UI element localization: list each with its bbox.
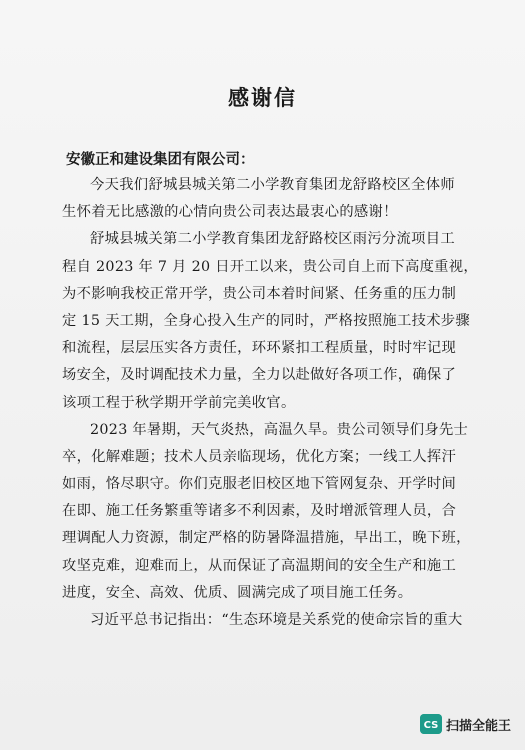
body-line: 习近平总书记指出：“生态环境是关系党的使命宗旨的重大: [90, 612, 463, 628]
body-line: 攻坚克难，迎难而上，从而保证了高温期间的安全生产和施工: [62, 557, 457, 574]
body-line: 进度，安全、高效、优质、圆满完成了项目施工任务。: [62, 584, 413, 601]
body-line: 和流程，层层压实各方责任，环环紧扣工程质量，时时牢记现: [62, 340, 457, 357]
body-line: 舒城县城关第二小学教育集团龙舒路校区雨污分流项目工: [90, 231, 455, 248]
body-line: 在即、施工任务繁重等诸多不利因素，及时增派管理人员，合: [62, 503, 457, 520]
watermark-text: 扫描全能王: [445, 718, 511, 734]
camscanner-watermark: [420, 712, 511, 736]
body-line: 如雨，恪尽职守。你们克服老旧校区地下管网复杂、开学时间: [62, 476, 457, 493]
body-line: 场安全，及时调配技术力量，全力以赴做好各项工作，确保了: [62, 367, 457, 384]
body-line: 2023 年暑期，天气炎热，高温久旱。贵公司领导们身先士: [90, 421, 469, 438]
letter-title: 感谢信: [228, 86, 297, 110]
body-line: 该项工程于秋学期开学前完美收官。: [62, 394, 296, 411]
body-line: 理调配人力资源，制定严格的防暑降温措施，早出工，晚下班，: [62, 530, 471, 547]
letter-salutation: 安徽正和建设集团有限公司：: [66, 151, 255, 168]
camscanner-logo-icon: [420, 714, 442, 734]
body-line: 程自 2023 年 7 月 20 日开工以来，贵公司自上而下高度重视，: [62, 258, 478, 275]
body-line: 定 15 天工期，全身心投入生产的同时，严格按照施工技术步骤: [62, 312, 470, 329]
letter-body: [62, 172, 478, 634]
body-line: 为不影响我校正常开学，贵公司本着时间紧、任务重的压力制: [62, 285, 457, 302]
body-line: 今天我们舒城县城关第二小学教育集团龙舒路校区全体师: [90, 177, 455, 193]
camscanner-logo-text: CS: [423, 720, 439, 731]
body-line: 生怀着无比感激的心情向贵公司表达最衷心的感谢！: [62, 204, 398, 221]
body-line: 卒，化解难题；技术人员亲临现场，优化方案；一线工人挥汗: [62, 448, 457, 465]
